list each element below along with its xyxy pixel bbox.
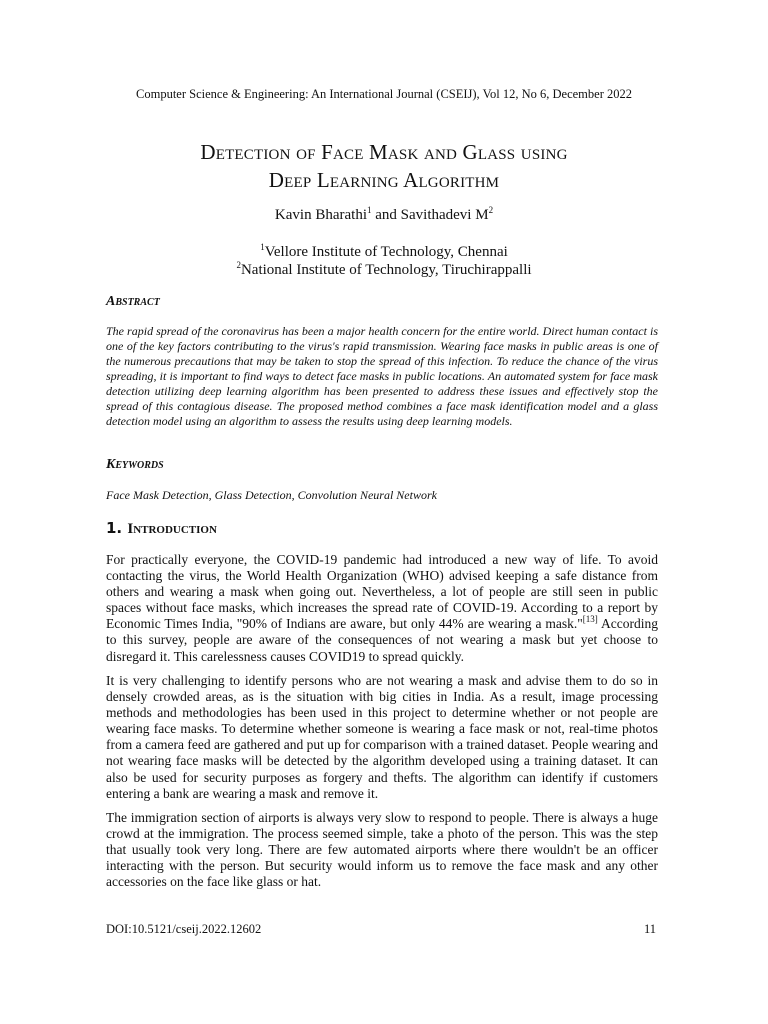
footer-doi: DOI:10.5121/cseij.2022.12602: [106, 922, 262, 936]
title-line-1: Detection of Face Mask and Glass using: [200, 140, 568, 164]
intro-p1-part-b: According to this survey, people are aware of the consequences of not wearing a mask but yet choose to disregard it. This carelessness causes COVID19 to spread quickly.: [106, 616, 658, 664]
affiliation-1: [0, 243, 768, 261]
intro-paragraph-3: The immigration section of airports is always very slow to respond to people. There is always a huge crowd at the immigration. The process seemed simple, take a photo of the person. This was the step that usually took very long. There are few automated airports where there wouldn't be an officer interacting with the person. But security would inform us to remove the face mask and any other accessories on the face like glass or hat.: [106, 810, 658, 890]
author-1-sup: 1: [366, 205, 372, 215]
author-2-sup: 2: [488, 205, 494, 215]
page-number: 11: [643, 922, 656, 936]
keywords-text: Face Mask Detection, Glass Detection, Convolution Neural Network: [106, 488, 437, 502]
affiliation-1-text: Vellore Institute of Technology, Chennai: [264, 244, 508, 260]
paper-title: [80, 138, 688, 194]
author-2: Savithadevi M: [400, 207, 489, 223]
author-connector: and: [371, 207, 401, 223]
intro-paragraph-2: It is very challenging to identify persons who are not wearing a mask and advise them to do so in densely crowded areas, as is the situation with big cities in India. As a result, image processing methods and methodologies has been used in this project to determine whether or not people are wearing face masks. To determine whether someone is wearing a face mask or not, real-time photos from a camera feed are gathered and put up for comparison with a trained dataset. People wearing and not wearing face masks will be detected by the algorithm developed using a training dataset. It can also be used for security purposes as forgery and thefts. The algorithm can identify if customers entering a bank are wearing a mask and remove it.: [106, 673, 658, 801]
affiliation-2-text: National Institute of Technology, Tiruchirappalli: [240, 262, 532, 278]
citation-ref: [13]: [582, 614, 598, 625]
keywords-heading: Keywords: [106, 457, 164, 472]
title-line-2: Deep Learning Algorithm: [268, 168, 500, 192]
intro-p1-part-a: For practically everyone, the COVID-19 pandemic had introduced a new way of life. To avoid contacting the virus, the World Health Organization (WHO) advised keeping a safe distance from others and wearing a mask when going out. Nevertheless, a lot of people are still seen in public spaces without face masks, which increases the spread rate of COVID-19. According to a report by Economic Times India, "90% of Indians are aware, but only 44% are wearing a mask.": [106, 552, 658, 632]
affiliation-1-sup: 1: [260, 242, 265, 252]
section-number: 1.: [106, 519, 128, 537]
abstract-heading: Abstract: [106, 294, 160, 309]
intro-paragraph-1: [106, 552, 658, 665]
journal-header: Computer Science & Engineering: An International Journal (CSEIJ), Vol 12, No 6, December 2022: [136, 87, 632, 101]
author-1: Kavin Bharathi: [274, 207, 367, 223]
section-title: Introduction: [127, 521, 217, 537]
affiliation-2-sup: 2: [236, 260, 241, 270]
abstract-text: The rapid spread of the coronavirus has been a major health concern for the entire world. Direct human contact is one of the key factors contributing to the virus's rapid transmission. Wearing face masks in public areas is one of the numerous precautions that may be taken to stop the spread of this infection. To reduce the chance of the virus spreading, it is important to find ways to detect face masks in public locations. An automated system for face mask detection utilizing deep learning algorithm has been presented to address these issues and effectively stop the spread of this contagious disease. The proposed method combines a face mask identification model and a glass detection model using an algorithm to assess the results using deep learning models.: [106, 324, 658, 428]
introduction-heading: [106, 519, 217, 538]
affiliation-2: [0, 261, 768, 279]
authors: [0, 207, 768, 224]
affiliations: [0, 243, 768, 279]
